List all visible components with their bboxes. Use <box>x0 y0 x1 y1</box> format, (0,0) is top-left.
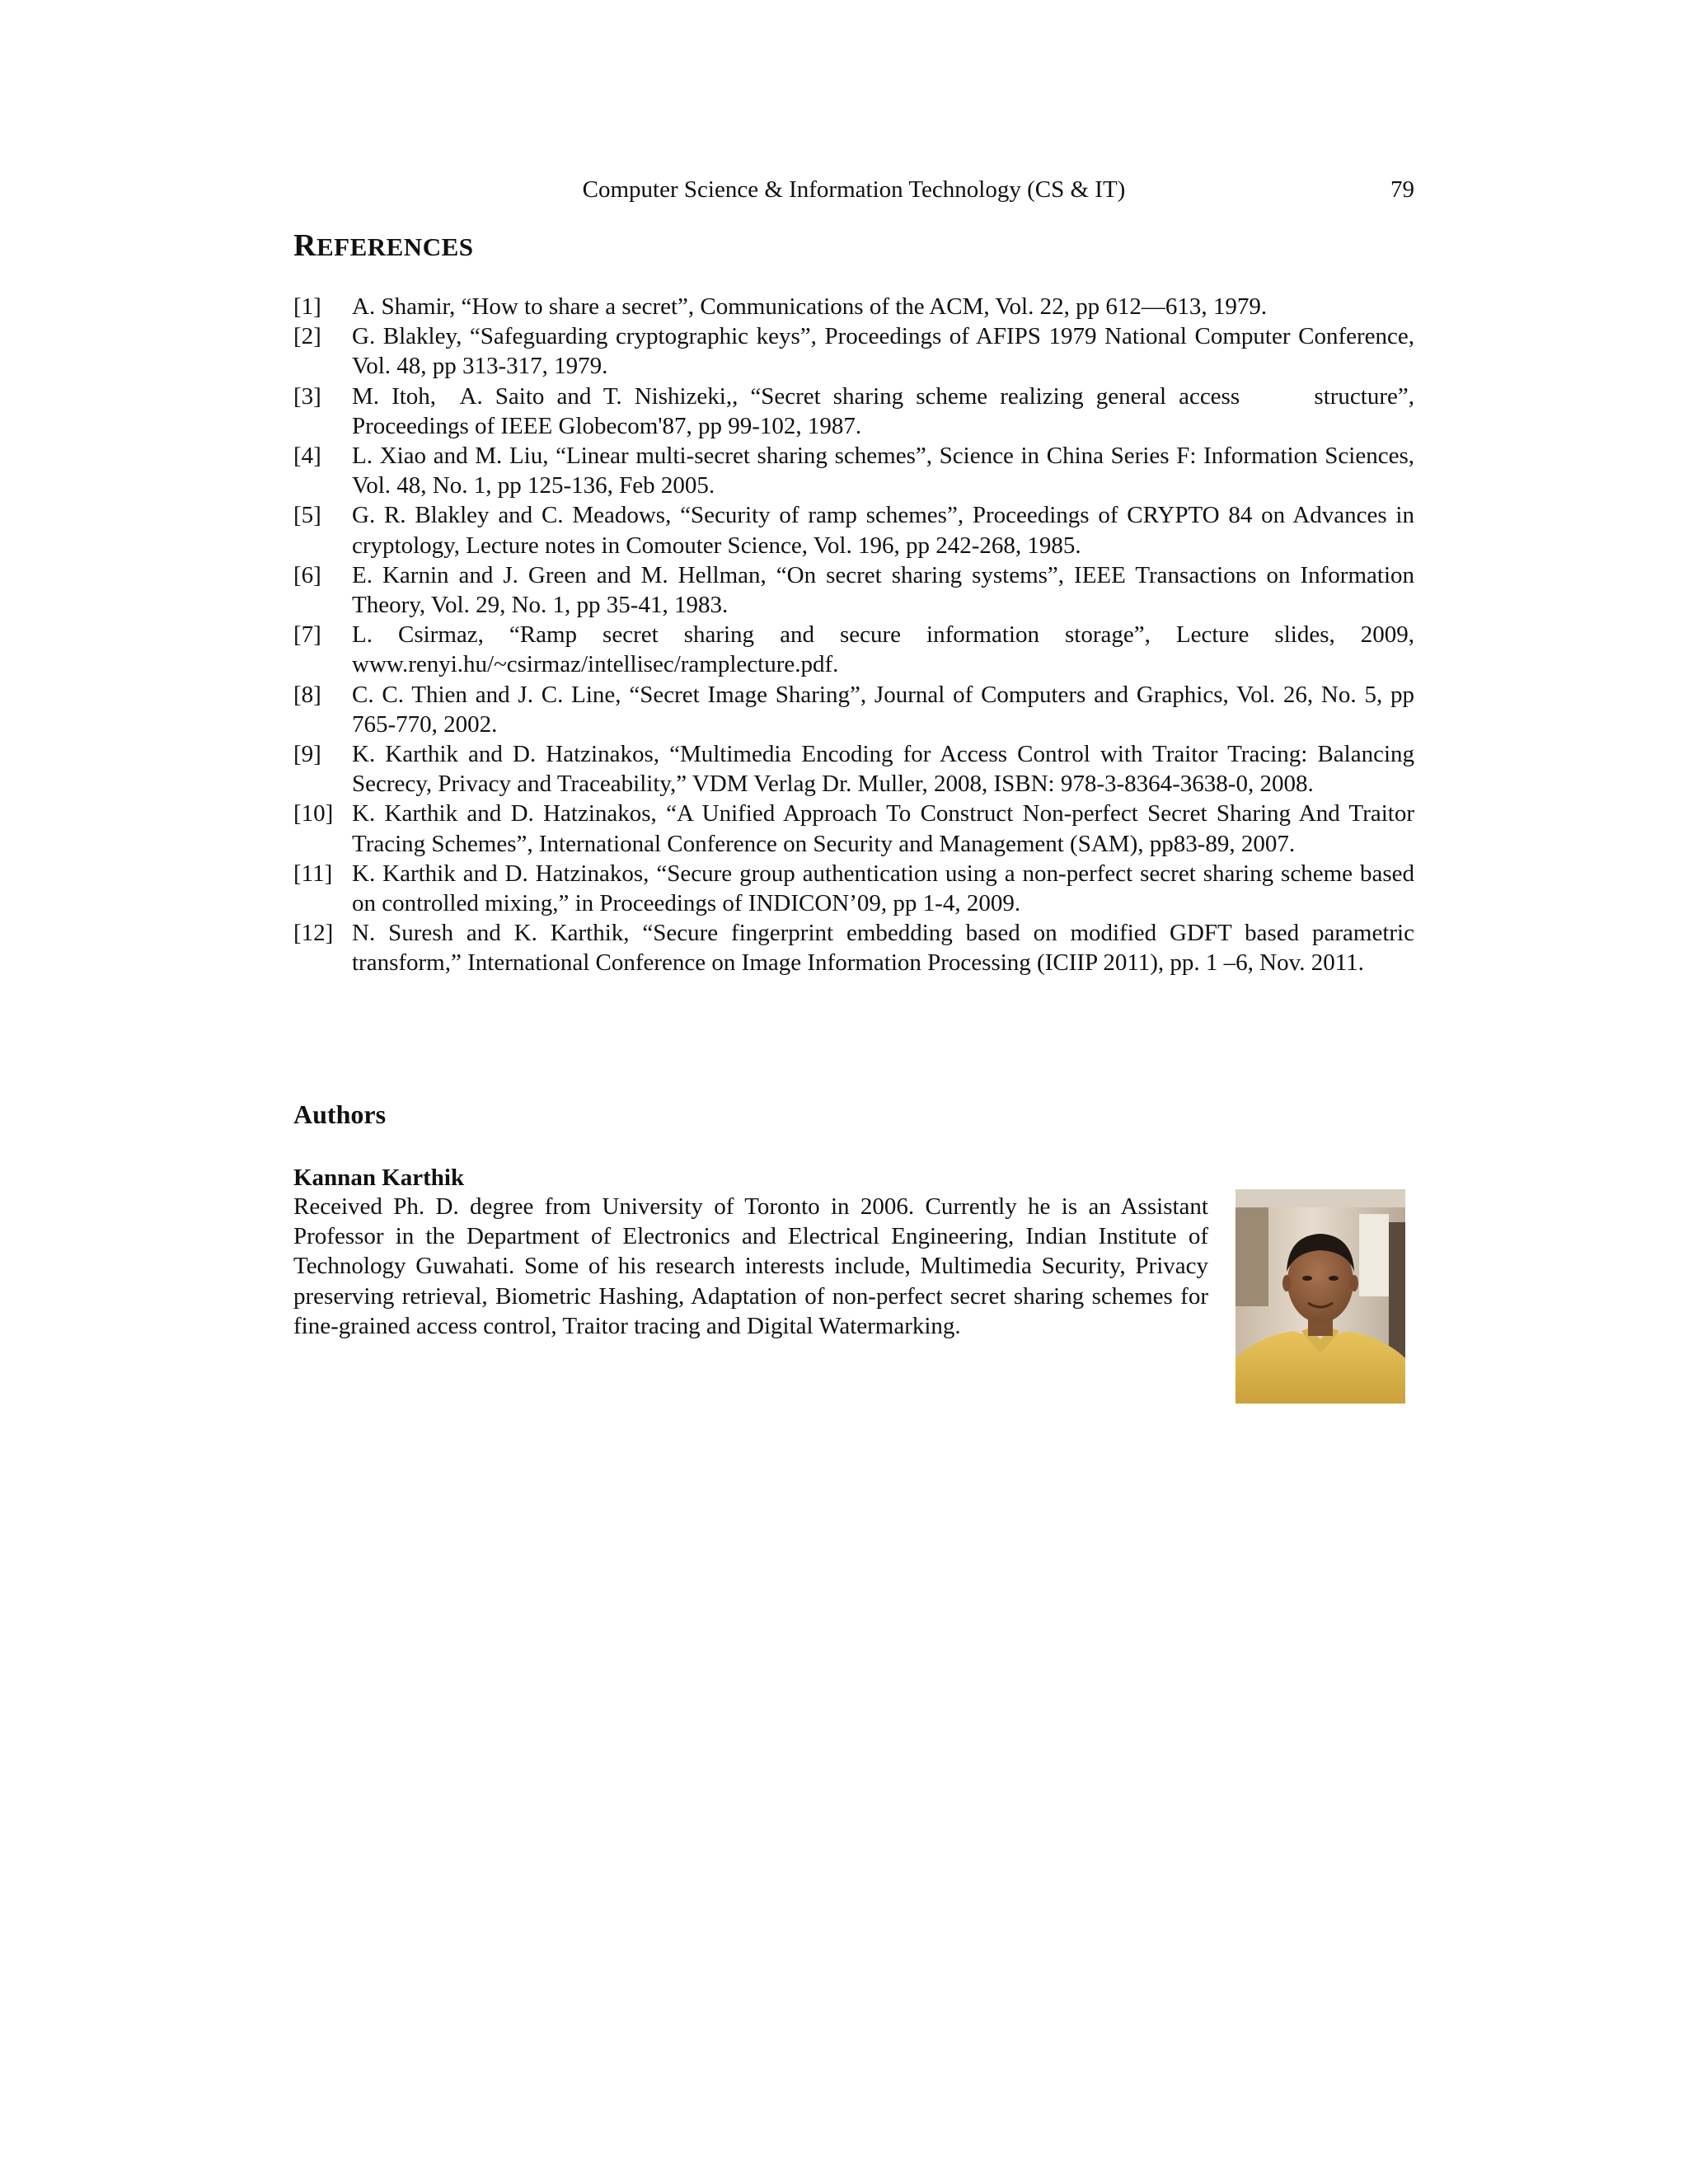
reference-item <box>293 292 1414 321</box>
reference-number: [8] <box>293 681 321 708</box>
references-heading <box>293 226 474 267</box>
references-heading-initial: R <box>293 228 316 263</box>
reference-item <box>293 500 1414 560</box>
reference-number: [10] <box>293 800 334 827</box>
reference-text: L. Csirmaz, “Ramp secret sharing and secure information storage”, Lecture slides, 2009, www.renyi.hu/~csirmaz/intellisec/ramplecture.pdf. <box>352 621 1414 678</box>
references-heading-rest: EFERENCES <box>316 232 474 261</box>
portrait-image <box>1236 1189 1405 1404</box>
reference-text: K. Karthik and D. Hatzinakos, “Secure group authentication using a non-perfect secret sharing scheme based on controlled mixing,” in Proceedings of INDICON’09, pp 1-4, 2009. <box>352 860 1414 917</box>
reference-text: M. Itoh, A. Saito and T. Nishizeki,, “Secret sharing scheme realizing general access structure”, Proceedings of IEEE Globecom'87, pp 99-102, 1987. <box>352 382 1421 439</box>
reference-number: [7] <box>293 621 321 649</box>
page-number: 79 <box>1390 176 1414 203</box>
author-portrait-photo <box>1236 1189 1405 1404</box>
reference-text: K. Karthik and D. Hatzinakos, “Multimedia Encoding for Access Control with Traitor Tracing: Balancing Secrecy, Privacy and Traceability,” VDM Verlag Dr. Muller, 2008, ISBN: 978-3-8364-3638-0, 2008. <box>352 741 1414 798</box>
reference-item <box>293 859 1414 918</box>
reference-text: A. Shamir, “How to share a secret”, Communications of the ACM, Vol. 22, pp 612—613, 1979. <box>352 293 1268 320</box>
reference-number: [2] <box>293 323 321 350</box>
reference-text: K. Karthik and D. Hatzinakos, “A Unified Approach To Construct Non-perfect Secret Sharing And Traitor Tracing Schemes”, International Conference on Security and Management (SAM), pp83-89, 2007. <box>352 800 1414 857</box>
reference-item <box>293 918 1414 977</box>
reference-item <box>293 560 1414 620</box>
reference-text: G. R. Blakley and C. Meadows, “Security of ramp schemes”, Proceedings of CRYPTO 84 on Advances in cryptology, Lecture notes in Comouter Science, Vol. 196, pp 242-268, 1985. <box>352 502 1414 559</box>
reference-number: [6] <box>293 561 321 588</box>
authors-heading: Authors <box>293 1099 387 1129</box>
reference-item <box>293 441 1414 500</box>
reference-text: E. Karnin and J. Green and M. Hellman, “On secret sharing systems”, IEEE Transactions on Information Theory, Vol. 29, No. 1, pp 35-41, 1983. <box>352 561 1414 619</box>
reference-list <box>293 292 1421 978</box>
reference-number: [4] <box>293 443 321 470</box>
journal-title: Computer Science & Information Technology (CS & IT) <box>582 176 1126 203</box>
reference-number: [3] <box>293 382 321 410</box>
reference-number: [5] <box>293 502 321 529</box>
reference-number: [1] <box>293 293 321 320</box>
reference-item <box>293 799 1414 858</box>
running-header <box>293 173 1414 206</box>
reference-item <box>293 382 1421 441</box>
reference-text: N. Suresh and K. Karthik, “Secure fingerprint embedding based on modified GDFT based parametric transform,” International Conference on Image Information Processing (ICIIP 2011), pp. 1 –6, Nov. 2011. <box>352 920 1414 977</box>
author-bio: Received Ph. D. degree from University of Toronto in 2006. Currently he is an Assistant Professor in the Department of Electronics and Electrical Engineering, Indian Institute of Technology Guwahati. Some of his research interests include, Multimedia Security, Privacy preserving retrieval, Biometric Hashing, Adaptation of non-perfect secret sharing schemes for fine-grained access control, Traitor tracing and Digital Watermarking. <box>293 1193 1208 1339</box>
reference-number: [11] <box>293 860 333 887</box>
reference-number: [12] <box>293 920 334 947</box>
reference-item <box>293 620 1414 679</box>
reference-item <box>293 321 1414 381</box>
reference-item <box>293 739 1414 799</box>
reference-text: G. Blakley, “Safeguarding cryptographic keys”, Proceedings of AFIPS 1979 National Computer Conference, Vol. 48, pp 313-317, 1979. <box>352 323 1414 380</box>
reference-number: [9] <box>293 741 321 768</box>
author-name: Kannan Karthik <box>293 1165 465 1191</box>
reference-text: L. Xiao and M. Liu, “Linear multi-secret sharing schemes”, Science in China Series F: Information Sciences, Vol. 48, No. 1, pp 125-136, Feb 2005. <box>352 443 1414 499</box>
reference-item <box>293 680 1414 739</box>
reference-text: C. C. Thien and J. C. Line, “Secret Image Sharing”, Journal of Computers and Graphics, Vol. 26, No. 5, pp 765-770, 2002. <box>352 681 1414 738</box>
